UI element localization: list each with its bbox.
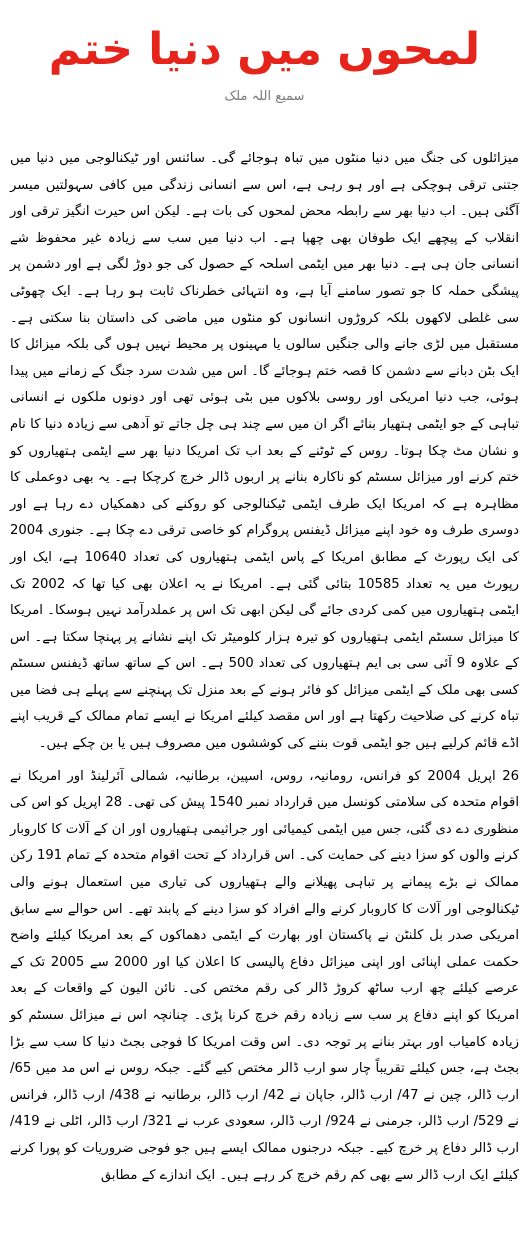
article-paragraph: 26 اپریل 2004 کو فرانس، رومانیہ، روس، اسپین، برطانیہ، شمالی آئرلینڈ اور امریکا نے اقوام متحدہ کی سلامتی کونسل میں قرارداد نمبر 1540 پیش کی تھی۔ 28 اپریل کو اس کی منظوری دے دی گئی، جس میں ایٹمی کیمیائی اور جراثیمی ہتھیاروں اور ان کے آلات کا کاروبار کرنے والوں کو سزا دینے کی حمایت کی۔ اس قرارداد کے تحت اقوام متحدہ کے تمام 191 رکن ممالک نے بڑے پیمانے پر تباہی پھیلانے والے ہتھیاروں کی تیاری میں استعمال ہونے والی ٹیکنالوجی اور آلات کا کاروبار کرنے والے افراد کو سزا دینے کے پابند تھے۔ اس حوالے سے سابق امریکی صدر بل کلنٹن نے پاکستان اور بھارت کے ایٹمی دھماکوں کے بعد امریکا کیلئے واضح حکمت عملی اپنائی اور اپنی میزائل دفاع پالیسی کا اعلان کیا اور 2000 سے 2005 تک کے عرصے کیلئے چھ ارب ساٹھ کروڑ ڈالر کی رقم مختص کی۔ نائن الیون کے واقعات کے بعد امریکا کو اپنے دفاع پر سب سے زیادہ رقم خرچ کرنا پڑی۔ چنانچہ اس نے میزائل سسٹم کو زیادہ کامیاب اور بہتر بنانے پر توجہ دی۔ اس وقت امریکا کا فوجی بجٹ دنیا کا سب سے بڑا بجٹ ہے، جس کیلئے تقریباً چار سو ارب ڈالر مختص کیے گئے۔ جبکہ روس نے اس مد میں 65/ ارب ڈالر، چین نے 47/ ارب ڈالر، جاپان نے 42/ ارب ڈالر، برطانیہ نے 438/ ارب ڈالر، فرانس نے 529/ ارب ڈالر، جرمنی نے 924/ ارب ڈالر، سعودی عرب نے 321/ ارب ڈالر، اٹلی نے 419/ ارب ڈالر دفاع پر خرچ کیے۔ جبکہ درجنوں ممالک ایسے ہیں جو فوجی ضروریات کو پورا کرنے کیلئے ایک ارب ڈالر سے بھی کم رقم خرچ کر رہے ہیں۔ ایک اندازے کے مطابق <box>10 768 520 1183</box>
article-paragraph: میزائلوں کی جنگ میں دنیا منٹوں میں تباہ ہوجائے گی۔ سائنس اور ٹیکنالوجی میں دنیا میں جتنی ترقی ہوچکی ہے اور ہو رہی ہے، اس سے انسانی زندگی میں کافی سہولتیں میسر آگئی ہیں۔ اب دنیا بھر سے رابطہ محض لمحوں کی بات ہے۔ لیکن اس حیرت انگیز ترقی اور انقلاب کے پیچھے ایک طوفان بھی چھپا ہے۔ اب دنیا میں سب سے زیادہ غیر محفوظ شے انسانی جان ہی ہے۔ دنیا بھر میں ایٹمی اسلحہ کے حصول کی جو دوڑ لگی ہے اور دشمن پر پیشگی حملہ کا جو تصور سامنے آیا ہے، وہ انتہائی خطرناک ثابت ہو رہا ہے۔ ایک چھوٹی سی غلطی لاکھوں بلکہ کروڑوں انسانوں کو منٹوں میں ماضی کی داستان بنا سکتی ہے۔ مستقبل میں لڑی جانے والی جنگیں سالوں یا مہینوں پر محیط نہیں ہوں گی بلکہ میزائل کا ایک بٹن دبانے سے دشمن کا قصہ ختم ہوجائے گا۔ اس میں شدت سرد جنگ کے زمانے میں پیدا ہوئی، جب دنیا امریکی اور روسی بلاکوں میں بٹی ہوئی تھی اور دونوں ملکوں نے انسانی تباہی کے جو ایٹمی ہتھیار بنائے اگر ان میں سے چند ہی چل جاتے تو آدھی سے زیادہ دنیا کا نام و نشان مٹ چکا ہوتا۔ روس کے ٹوٹنے کے بعد اب تک امریکا دنیا بھر سے ایٹمی ہتھیاروں کو ختم کرنے اور میزائل سسٹم کو ناکارہ بنانے پر اربوں ڈالر خرچ کرچکا ہے۔ یہ بھی دوعملی کا مظاہرہ ہے کہ امریکا ایک طرف ایٹمی ٹیکنالوجی کو روکنے کی دھمکیاں دے رہا ہے اور دوسری طرف وہ خود اپنے میزائل ڈیفنس پروگرام کو خاصی ترقی دے چکا ہے۔ جنوری 2004 کی ایک رپورٹ کے مطابق امریکا کے پاس ایٹمی ہتھیاروں کی تعداد 10640 ہے، ایک اور رپورٹ میں یہ تعداد 10585 بتائی گئی ہے۔ امریکا نے یہ اعلان بھی کیا تھا کہ 2002 تک ایٹمی ہتھیاروں میں کمی کردی جائے گی لیکن ابھی تک اس پر عملدرآمد نہیں ہوسکا۔ امریکا کا میزائل سسٹم ایٹمی ہتھیاروں کو تیرہ ہزار کلومیٹر تک اپنے نشانے پر پہنچا سکتا ہے۔ اس کے علاوہ 9 آئی سی بی ایم ہتھیاروں کی تعداد 500 ہے۔ اس کے ساتھ ساتھ ڈیفنس سسٹم کسی بھی ملک کے ایٹمی میزائل کو فائر ہونے کے بعد منزل تک پہنچنے سے پہلے ہی فضا میں تباہ کرنے کی صلاحیت رکھتا ہے اور اس مقصد کیلئے امریکا نے ایسے تمام ممالک کے قریب اپنے اڈے قائم کرلیے ہیں جو ایٹمی قوت بننے کی کوششوں میں مصروف ہیں یا بن چکے ہیں۔ <box>10 151 519 752</box>
article-title: لمحوں میں دنیا ختم <box>48 24 481 75</box>
author-byline: سمیع اللہ ملک <box>224 89 305 104</box>
article-body <box>10 146 519 1189</box>
